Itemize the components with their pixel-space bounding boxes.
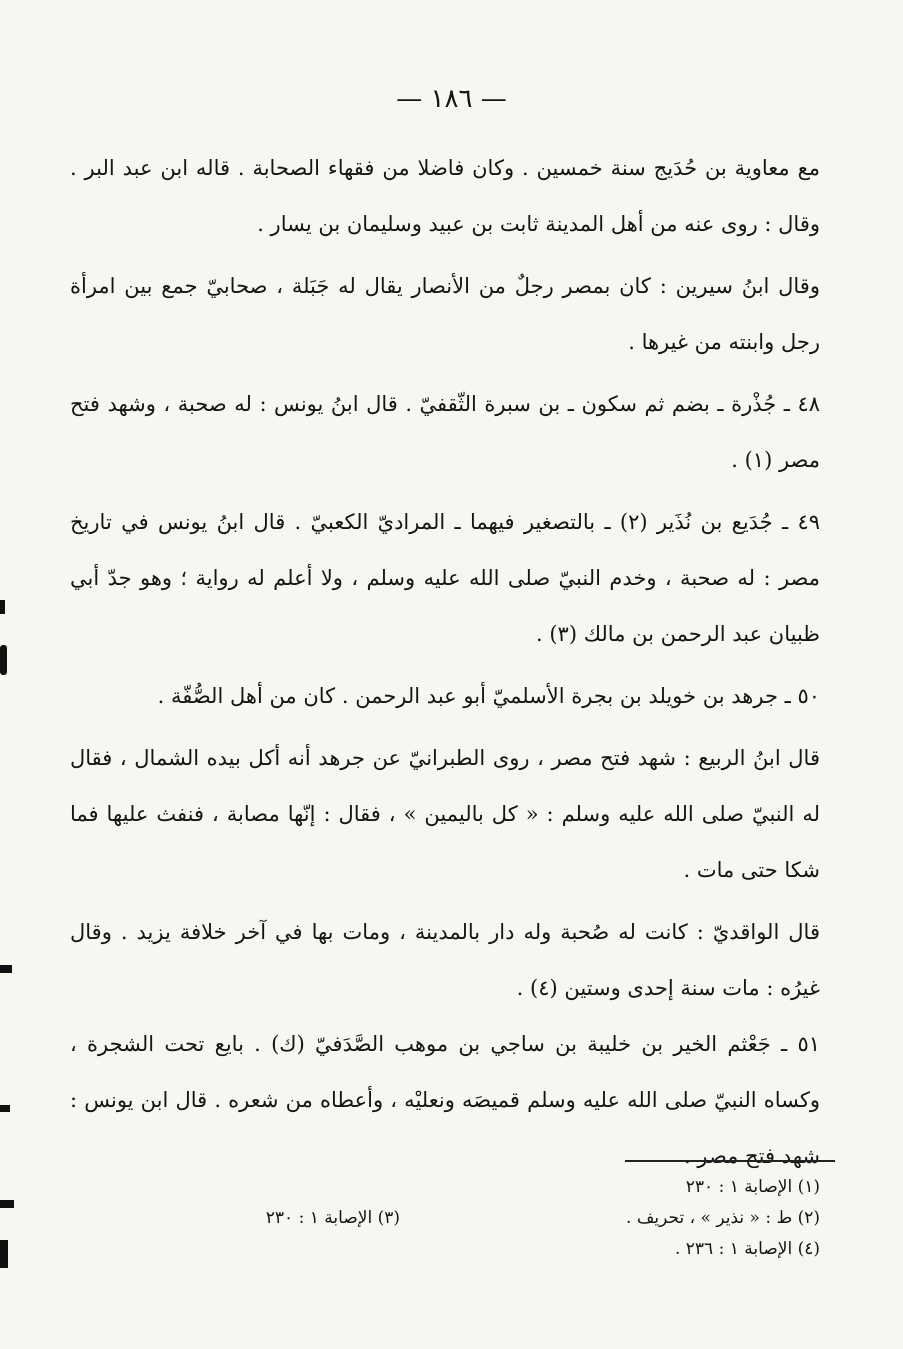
footnote-4: (٤) الإصابة ١ : ٢٣٦ . [674,1239,820,1259]
page-number: — ١٨٦ — [396,84,507,114]
paragraph: قال الواقديّ : كانت له صُحبة وله دار بالمدينة ، ومات بها في آخر خلافة يزيد . وقال غيرُه : مات سنة إحدى وستين (٤) . [70,920,820,1000]
scan-edge-mark [0,600,5,614]
scan-edge-mark [0,1105,10,1112]
entry-50: ٥٠ ـ جرهد بن خويلد بن بجرة الأسلميّ أبو عبد الرحمن . كان من أهل الصُّفّة . [157,684,820,708]
paragraph: وقال ابنُ سيرين : كان بمصر رجلٌ من الأنصار يقال له جَبَلة ، صحابيّ جمع بين امرأة رجل وابنته من غيرها . [70,274,820,354]
paragraph: قال ابنُ الربيع : شهد فتح مصر ، روى الطبرانيّ عن جرهد أنه أكل بيده الشمال ، فقال له النبيّ صلى الله عليه وسلم : « كل باليمين » ، فقال : إنّها مصابة ، فنفث عليها فما شكا حتى مات . [70,746,820,882]
footnote-1: (١) الإصابة ١ : ٢٣٠ [685,1177,820,1197]
scan-edge-mark [0,645,7,675]
footnote-divider [625,1160,835,1162]
entry-51: ٥١ ـ جَعْثم الخير بن خليبة بن ساجي بن موهب الصَّدَفيّ (ك) . بايع تحت الشجرة ، وكساه النبيّ صلى الله عليه وسلم قميصَه ونعليْه ، وأعطاه من شعره . قال ابن يونس : شهد فتح مصر . [70,1032,820,1168]
footnote-3: (٣) الإصابة ١ : ٢٣٠ [265,1208,400,1228]
entry-48: ٤٨ ـ جُذْرة ـ بضم ثم سكون ـ بن سبرة الثّقفيّ . قال ابنُ يونس : له صحبة ، وشهد فتح مصر (١) . [70,392,820,472]
entry-49: ٤٩ ـ جُدَيع بن نُذَير (٢) ـ بالتصغير فيهما ـ المراديّ الكعبيّ . قال ابنُ يونس في تاريخ مصر : له صحبة ، وخدم النبيّ صلى الله عليه وسلم ، ولا أعلم له رواية ؛ وهو جدّ أبي ظبيان عبد الرحمن بن مالك (٣) . [70,510,820,646]
scan-edge-mark [0,965,12,973]
body-text [70,140,820,1184]
scan-edge-mark [0,1240,8,1268]
footnotes [70,1172,820,1265]
footnote-2: (٢) ط : « نذير » ، تحريف . [626,1208,820,1228]
paragraph: مع معاوية بن حُدَيج سنة خمسين . وكان فاضلا من فقهاء الصحابة . قاله ابن عبد البر . وقال : روى عنه من أهل المدينة ثابت بن عبيد وسليمان بن يسار . [70,156,820,236]
scan-edge-mark [0,1200,14,1208]
